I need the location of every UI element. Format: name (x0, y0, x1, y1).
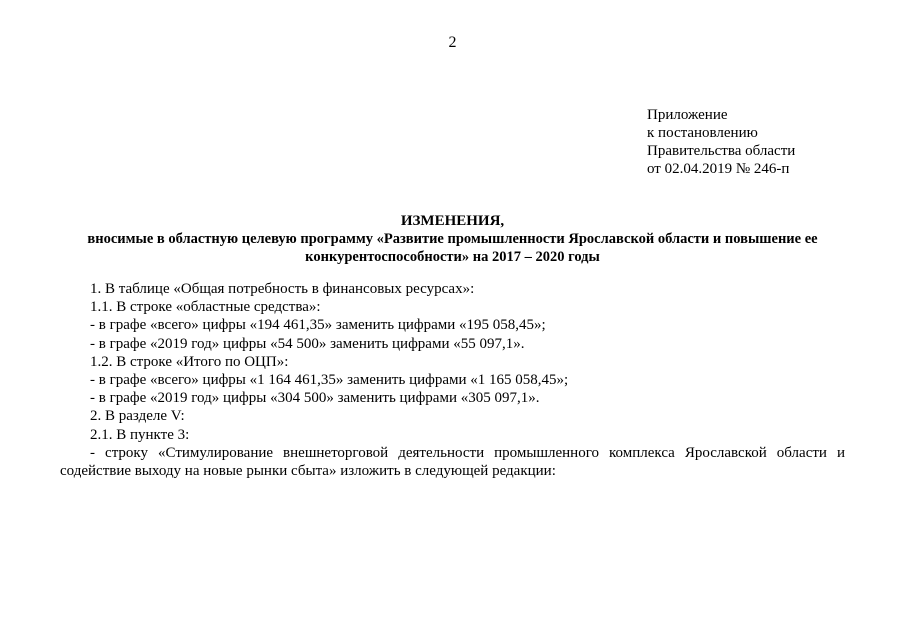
appendix-line: от 02.04.2019 № 246-п (647, 161, 790, 177)
body-line: 1.1. В строке «областные средства»: (90, 299, 321, 316)
body-line: 2. В разделе V: (90, 408, 185, 425)
appendix-block (647, 106, 887, 178)
page-number: 2 (448, 34, 457, 51)
body-line: - в графе «2019 год» цифры «304 500» заменить цифрами «305 097,1». (90, 390, 540, 407)
body-line: 1. В таблице «Общая потребность в финансовых ресурсах»: (90, 281, 475, 297)
appendix-line: Приложение (647, 107, 728, 123)
body-paragraph-text: - строку «Стимулирование внешнеторговой деятельности промышленного комплекса Ярославской области и содействие выходу на новые рынки сбыта» изложить в следующей редакции: (60, 444, 845, 480)
body-paragraph (60, 444, 845, 480)
body-line: 1.2. В строке «Итого по ОЦП»: (90, 353, 289, 370)
body-line: 2.1. В пункте 3: (90, 426, 190, 443)
body-line: - в графе «всего» цифры «1 164 461,35» заменить цифрами «1 165 058,45»; (90, 372, 569, 389)
body-line: - в графе «всего» цифры «194 461,35» заменить цифрами «195 058,45»; (90, 317, 546, 334)
document-body (60, 280, 845, 480)
appendix-line: к постановлению (647, 125, 758, 141)
title-subheading: вносимые в областную целевую программу «Развитие промышленности Ярославской области и повышение ее конкурентоспособности» на 2017 – 2020 годы (87, 231, 818, 265)
appendix-line: Правительства области (647, 143, 796, 159)
document-title (60, 212, 845, 266)
body-line: - в графе «2019 год» цифры «54 500» заменить цифрами «55 097,1». (90, 335, 525, 352)
title-heading: ИЗМЕНЕНИЯ, (400, 213, 505, 229)
